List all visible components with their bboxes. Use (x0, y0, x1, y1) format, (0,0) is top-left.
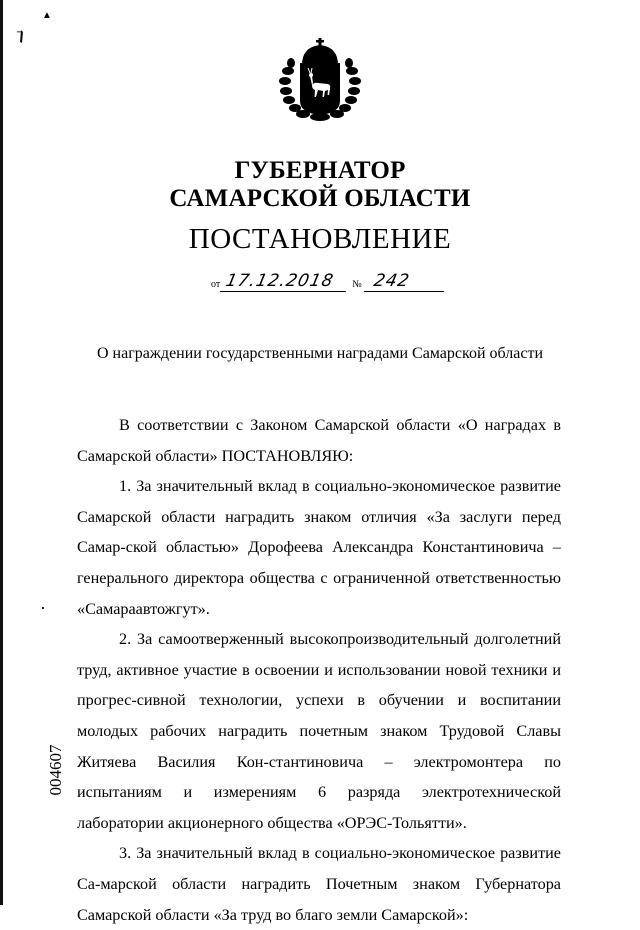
document-subject: О награждении государственными наградами Самарской области (96, 345, 544, 362)
scan-artifact-dot (42, 607, 44, 609)
authority-title-line-1: ГУБЕРНАТОР (234, 157, 406, 184)
number-label: № (352, 279, 362, 290)
handwritten-date: 17.12.2018 (220, 271, 350, 292)
paragraph-item-1: 1. За значительный вклад в социально-экономическое развитие Самарской области наградить знаком отличия «За заслуги перед Самар-ской областью» Дорофеева Александра Константиновича – генерального директора общества с ограниченной ответственностью «Самараавтожгут». (77, 477, 561, 618)
authority-title-line-2: САМАРСКОЙ ОБЛАСТИ (169, 185, 471, 212)
paragraph-item-3: 3. За значительный вклад в социально-экономическое развитие Са-марской области наградить Почетным знаком Губернатора Самарской области «За труд во благо земли Самарской»: (77, 844, 561, 924)
paragraph-item-2: 2. За самоотверженный высокопроизводительный долголетний труд, активное участие в освоении и использовании новой техники и прогрес-сивной технологии, успехи в обучении и воспитании молодых рабочих наградить почетным знаком Трудовой Славы Житяева Василия Кон-стантиновича – электромонтера по испытаниям и измерениям 6 разряда электротехнической лаборатории акционерного общества «ОРЭС-Тольятти». (77, 630, 561, 832)
scan-border-line (0, 0, 3, 905)
date-label: от (211, 279, 221, 290)
scan-artifact-mark (17, 30, 23, 44)
scan-artifact-mark: ▲ (42, 10, 52, 21)
preamble-paragraph: В соответствии с Законом Самарской области «О наградах в Самарской области» ПОСТАНОВЛЯЮ: (77, 416, 561, 465)
coat-of-arms-icon (276, 35, 364, 123)
side-serial-number: 004607 (46, 744, 65, 796)
document-type-heading: ПОСТАНОВЛЕНИЕ (188, 223, 452, 255)
date-number-row (211, 270, 446, 292)
handwritten-number: 242 (364, 271, 448, 292)
document-body (77, 410, 561, 930)
